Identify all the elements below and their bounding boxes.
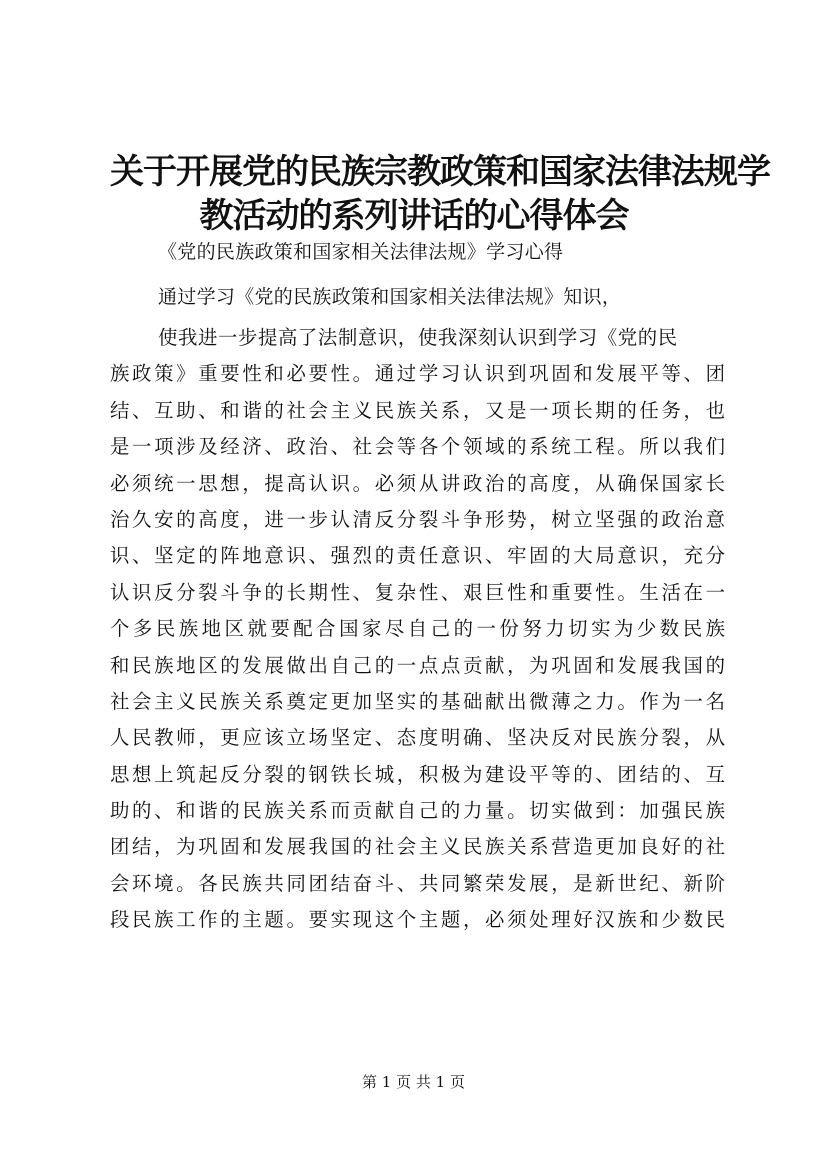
intro-paragraph: 通过学习《党的民族政策和国家相关法律法规》知识， — [158, 286, 622, 308]
body-line: 和民族地区的发展做出自己的一点点贡献，为巩固和发展我国的 — [110, 653, 725, 677]
document-subtitle: 《党的民族政策和国家相关法律法规》学习心得 — [158, 241, 564, 263]
body-line: 段民族工作的主题。要实现这个主题，必须处理好汉族和少数民 — [110, 908, 725, 932]
body-line: 个多民族地区就要配合国家尽自己的一份努力切实为少数民族 — [110, 617, 725, 641]
title-line-1: 关于开展党的民族宗教政策和国家法律法规学 — [110, 152, 770, 192]
body-line: 助的、和谐的民族关系而贡献自己的力量。切实做到：加强民族 — [110, 799, 725, 823]
body-line: 治久安的高度，进一步认清反分裂斗争形势，树立坚强的政治意 — [110, 507, 725, 531]
body-line: 会环境。各民族共同团结奋斗、共同繁荣发展，是新世纪、新阶 — [110, 871, 725, 895]
title-line-2: 教活动的系列讲话的心得体会 — [199, 196, 629, 236]
body-line: 是一项涉及经济、政治、社会等各个领域的系统工程。所以我们 — [110, 435, 725, 459]
body-line: 使我进一步提高了法制意识，使我深刻认识到学习《党的民 — [158, 326, 678, 349]
body-line: 社会主义民族关系奠定更加坚实的基础献出微薄之力。作为一名 — [110, 689, 725, 713]
document-title — [110, 150, 770, 238]
body-line: 结、互助、和谐的社会主义民族关系，又是一项长期的任务，也 — [110, 398, 725, 422]
body-line: 识、坚定的阵地意识、强烈的责任意识、牢固的大局意识，充分 — [110, 544, 725, 568]
body-line: 团结，为巩固和发展我国的社会主义民族关系营造更加良好的社 — [110, 835, 725, 859]
body-line: 人民教师，更应该立场坚定、态度明确、坚决反对民族分裂，从 — [110, 726, 725, 750]
body-line: 思想上筑起反分裂的钢铁长城，积极为建设平等的、团结的、互 — [110, 762, 725, 786]
body-line: 认识反分裂斗争的长期性、复杂性、艰巨性和重要性。生活在一 — [110, 580, 725, 604]
page-footer: 第 1 页 共 1 页 — [362, 1073, 465, 1091]
body-line: 族政策》重要性和必要性。通过学习认识到巩固和发展平等、团 — [110, 362, 725, 386]
body-paragraph — [110, 320, 725, 939]
body-line: 必须统一思想，提高认识。必须从讲政治的高度，从确保国家长 — [110, 471, 725, 495]
